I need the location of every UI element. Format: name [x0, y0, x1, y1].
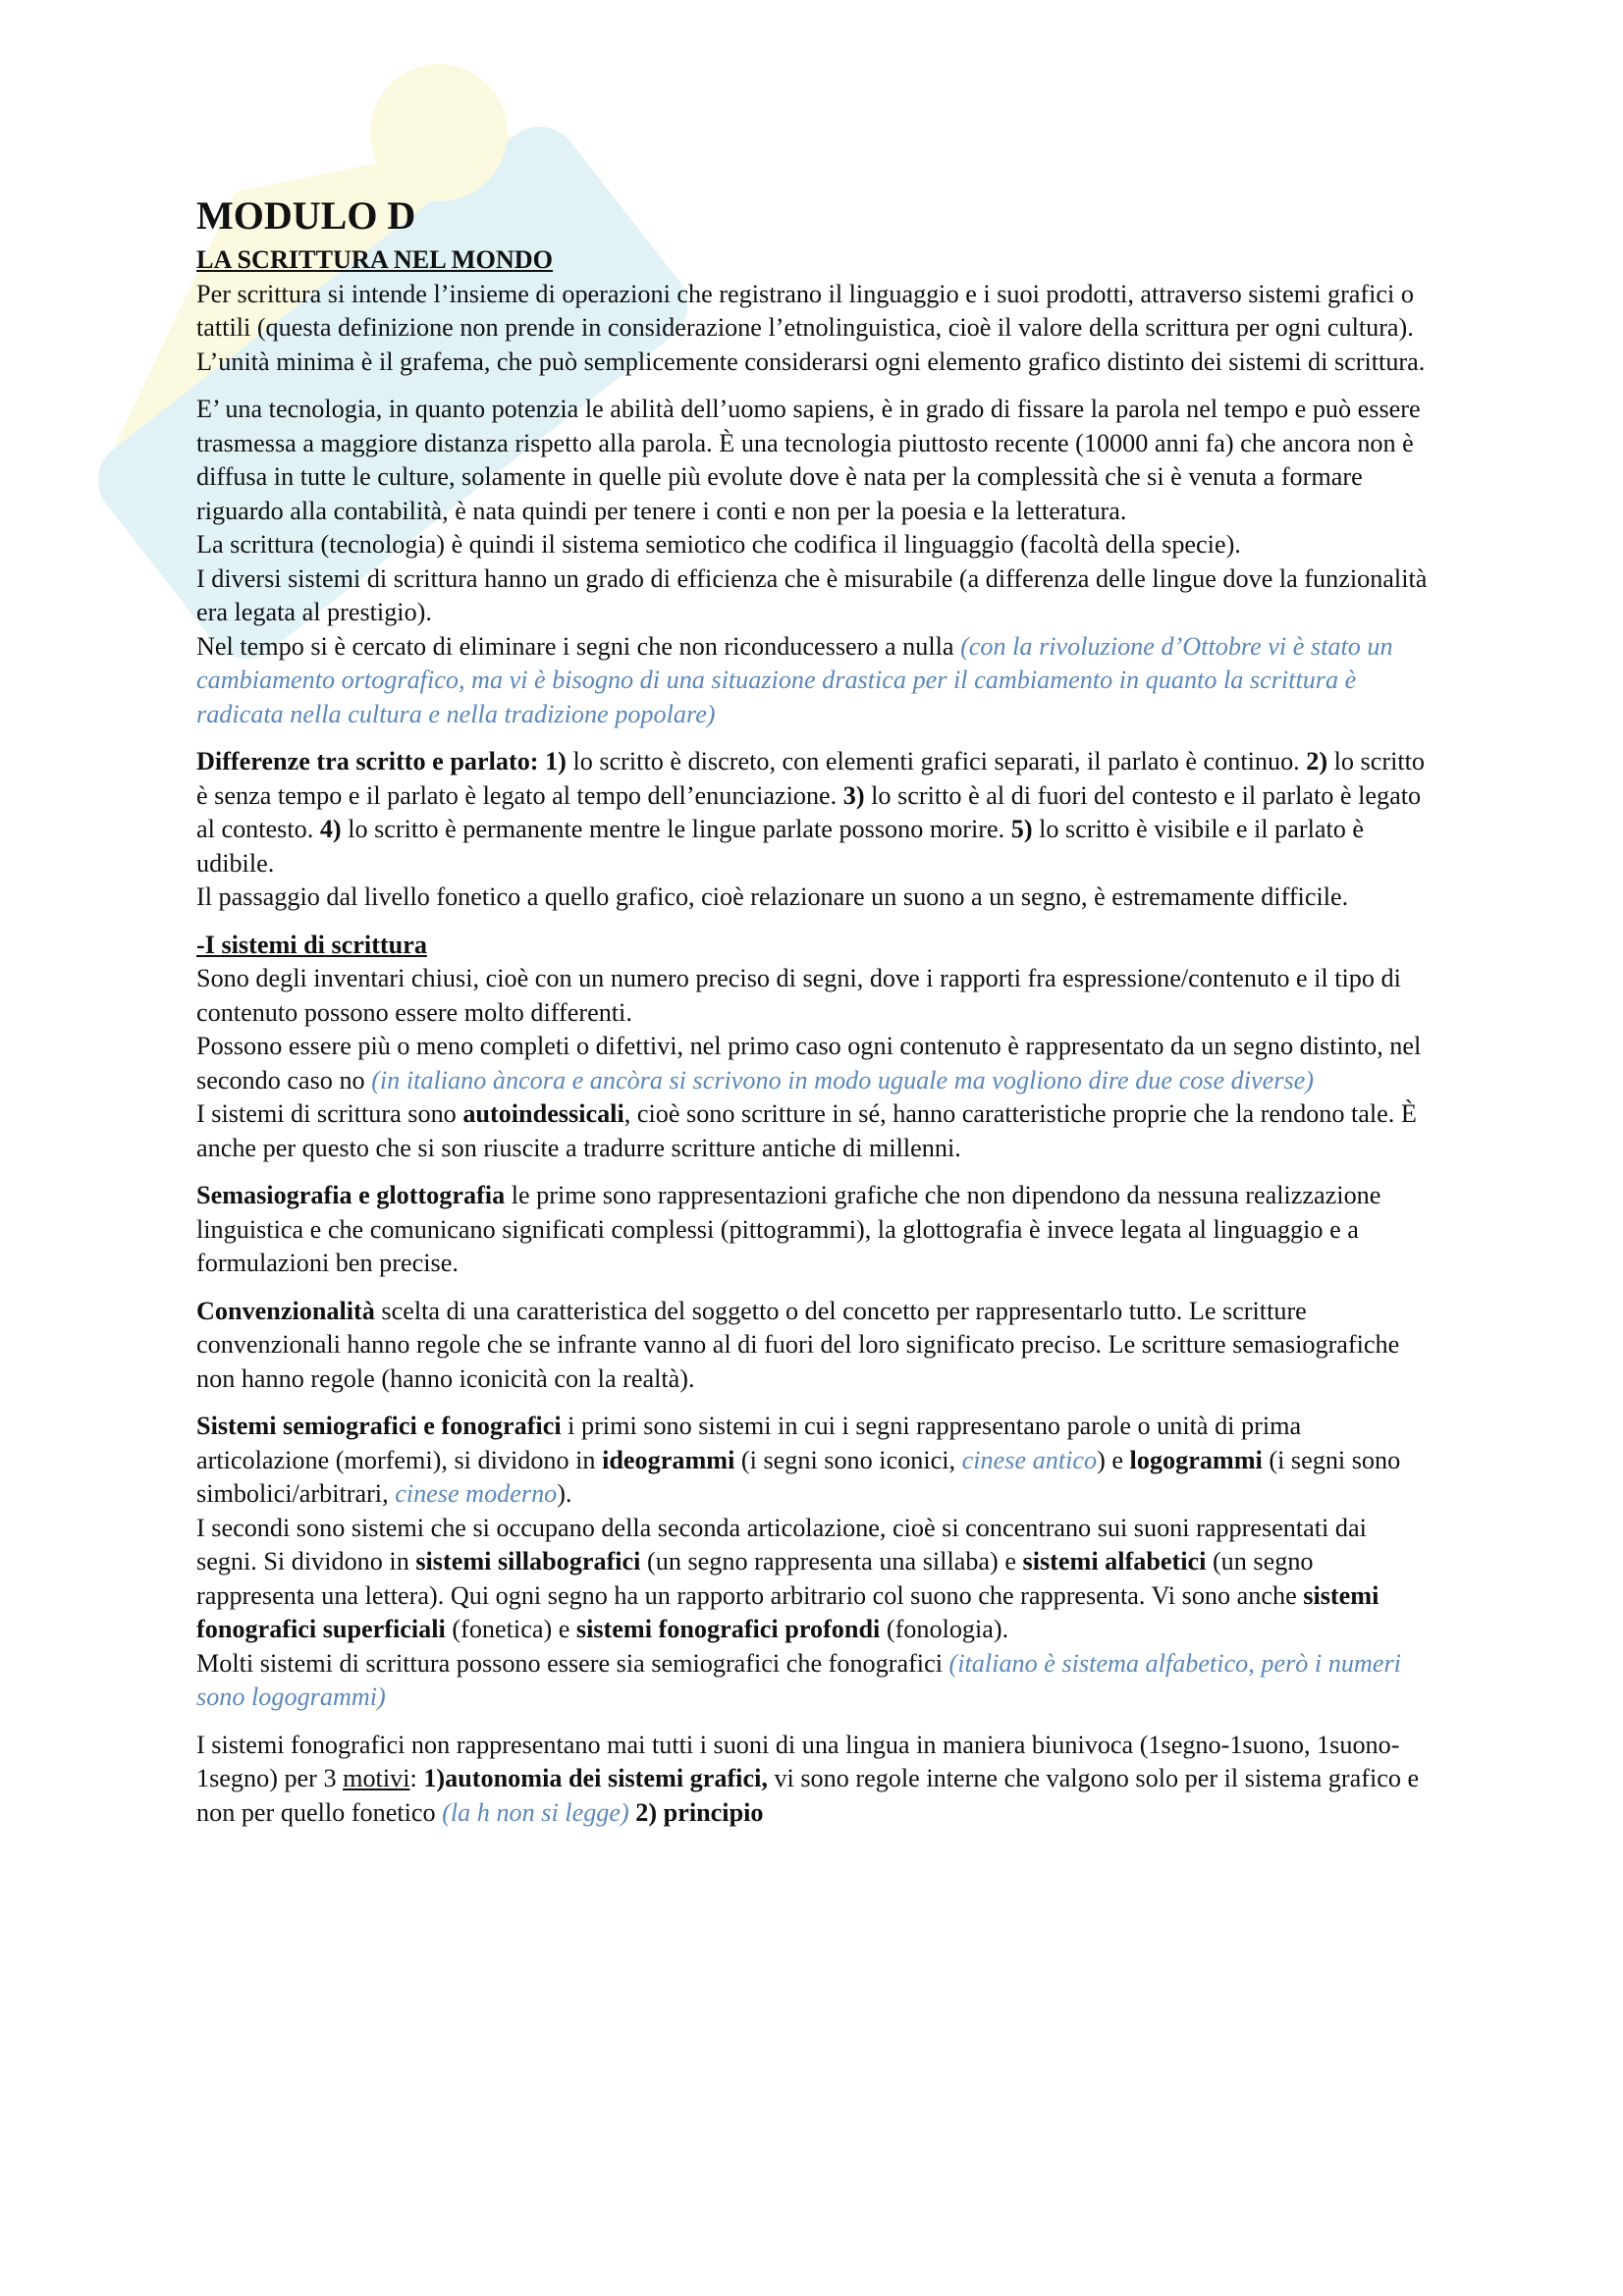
- paragraph-passaggio: Il passaggio dal livello fonetico a quello grafico, cioè relazionare un suono a un segno, è estremamente difficile.: [196, 882, 1349, 911]
- paragraph-differenze: Differenze tra scritto e parlato: 1) lo scritto è discreto, con elementi grafici separati, il parlato è continuo. 2) lo scritto è senza tempo e il parlato è legato al tempo dell’enunciazione. 3) lo scritto è al di fuori del contesto e il parlato è legato al contesto. 4) lo scritto è permanente mentre le lingue parlate possono morire. 5) lo scritto è visibile e il parlato è udibile.: [196, 747, 1426, 878]
- paragraph-efficienza: I diversi sistemi di scrittura hanno un grado di efficienza che è misurabile (a differenza delle lingue dove la funzionalità era legata al prestigio).: [196, 563, 1428, 626]
- paragraph-autoindessicali: I sistemi di scrittura sono autoindessicali, cioè sono scritture in sé, hanno caratteristiche proprie che la rendono tale. È anche per questo che si son riuscite a tradurre scritture antiche di millenni.: [196, 1099, 1417, 1162]
- differenze-heading: Differenze tra scritto e parlato:: [196, 747, 539, 775]
- paragraph-eliminare-segni: Nel tempo si è cercato di eliminare i segni che non riconducessero a nulla (con la rivoluzione d’Ottobre vi è stato un cambiamento ortografico, ma vi è bisogno di una situazione drastica per il cambiamento in quanto la scrittura è radicata nella cultura e nella tradizione popolare): [196, 631, 1393, 728]
- paragraph-completi: Possono essere più o meno completi o difettivi, nel primo caso ogni contenuto è rappresentato da un segno distinto, nel secondo caso no (in italiano àncora e ancòra si scrivono in modo uguale ma vogliono dire due cose diverse): [196, 1032, 1422, 1095]
- paragraph-grafema: L’unità minima è il grafema, che può semplicemente considerarsi ogni elemento grafico distinto dei sistemi di scrittura.: [196, 347, 1426, 376]
- sistemi-heading: -I sistemi di scrittura: [196, 930, 427, 959]
- paragraph-definition: Per scrittura si intende l’insieme di operazioni che registrano il linguaggio e i suoi prodotti, attraverso sistemi grafici o tattili (questa definizione non prende in considerazione l’etnolinguistica, cioè il valore della scrittura per ogni cultura).: [196, 279, 1414, 342]
- paragraph-fonografici: I secondi sono sistemi che si occupano della seconda articolazione, cioè si concentrano sui suoni rappresentati dai segni. Si dividono in sistemi sillabografici (un segno rappresenta una sillaba) e sistemi alfabetici (un segno rappresenta una lettera). Qui ogni segno ha un rapporto arbitrario col suono che rappresenta. Vi sono anche sistemi fonografici superficiali (fonetica) e sistemi fonografici profondi (fonologia).: [196, 1513, 1380, 1643]
- paragraph-misti: Molti sistemi di scrittura possono essere sia semiografici che fonografici (italiano è sistema alfabetico, però i numeri sono logogrammi): [196, 1648, 1401, 1711]
- paragraph-motivi: I sistemi fonografici non rappresentano mai tutti i suoni di una lingua in maniera biunivoca (1segno-1suono, 1suono-1segno) per 3 motivi: 1)autonomia dei sistemi grafici, vi sono regole interne che valgono solo per il sistema grafico e non per quello fonetico (la h non si legge) 2) principio: [196, 1730, 1420, 1827]
- example-note: (italiano è sistema alfabetico, però i numeri sono logogrammi): [196, 1648, 1401, 1711]
- page-title: MODULO D: [196, 193, 416, 238]
- paragraph-inventari: Sono degli inventari chiusi, cioè con un numero preciso di segni, dove i rapporti fra espressione/contenuto e il tipo di contenuto possono essere molto differenti.: [196, 964, 1401, 1027]
- paragraph-semiografici: Sistemi semiografici e fonografici i primi sono sistemi in cui i segni rappresentano parole o unità di prima articolazione (morfemi), si dividono in ideogrammi (i segni sono iconici, cinese antico) e logogrammi (i segni sono simbolici/arbitrari, cinese moderno).: [196, 1412, 1401, 1508]
- section-subtitle: LA SCRITTURA NEL MONDO: [196, 245, 554, 274]
- paragraph-semasiografia: Semasiografia e glottografia le prime sono rappresentazioni grafiche che non dipendono da nessuna realizzazione linguistica e che comunicano significati complessi (pittogrammi), la glottografia è invece legata al linguaggio e a formulazioni ben precise.: [196, 1181, 1381, 1277]
- example-note: (in italiano àncora e ancòra si scrivono in modo uguale ma vogliono dire due cose diverse): [371, 1065, 1314, 1095]
- example-note: (con la rivoluzione d’Ottobre vi è stato un cambiamento ortografico, ma vi è bisogno di una situazione drastica per il cambiamento in quanto la scrittura è radicata nella cultura e nella tradizione popolare): [196, 631, 1393, 728]
- document-page: [196, 192, 1434, 1830]
- paragraph-convenzionalita: Convenzionalità scelta di una caratteristica del soggetto o del concetto per rappresentarlo tutto. Le scritture convenzionali hanno regole che se infrante vanno al di fuori del loro significato preciso. Le scritture semasiografiche non hanno regole (hanno iconicità con la realtà).: [196, 1296, 1400, 1393]
- paragraph-semiotico: La scrittura (tecnologia) è quindi il sistema semiotico che codifica il linguaggio (facoltà della specie).: [196, 530, 1241, 559]
- paragraph-tecnologia: E’ una tecnologia, in quanto potenzia le abilità dell’uomo sapiens, è in grado di fissare la parola nel tempo e può essere trasmessa a maggiore distanza rispetto alla parola. È una tecnologia piuttosto recente (10000 anni fa) che ancora non è diffusa in tutte le culture, solamente in quelle più evolute dove è nata per la complessità che si è venuta a formare riguardo alla contabilità, è nata quindi per tenere i conti e non per la poesia e la letteratura.: [196, 395, 1421, 525]
